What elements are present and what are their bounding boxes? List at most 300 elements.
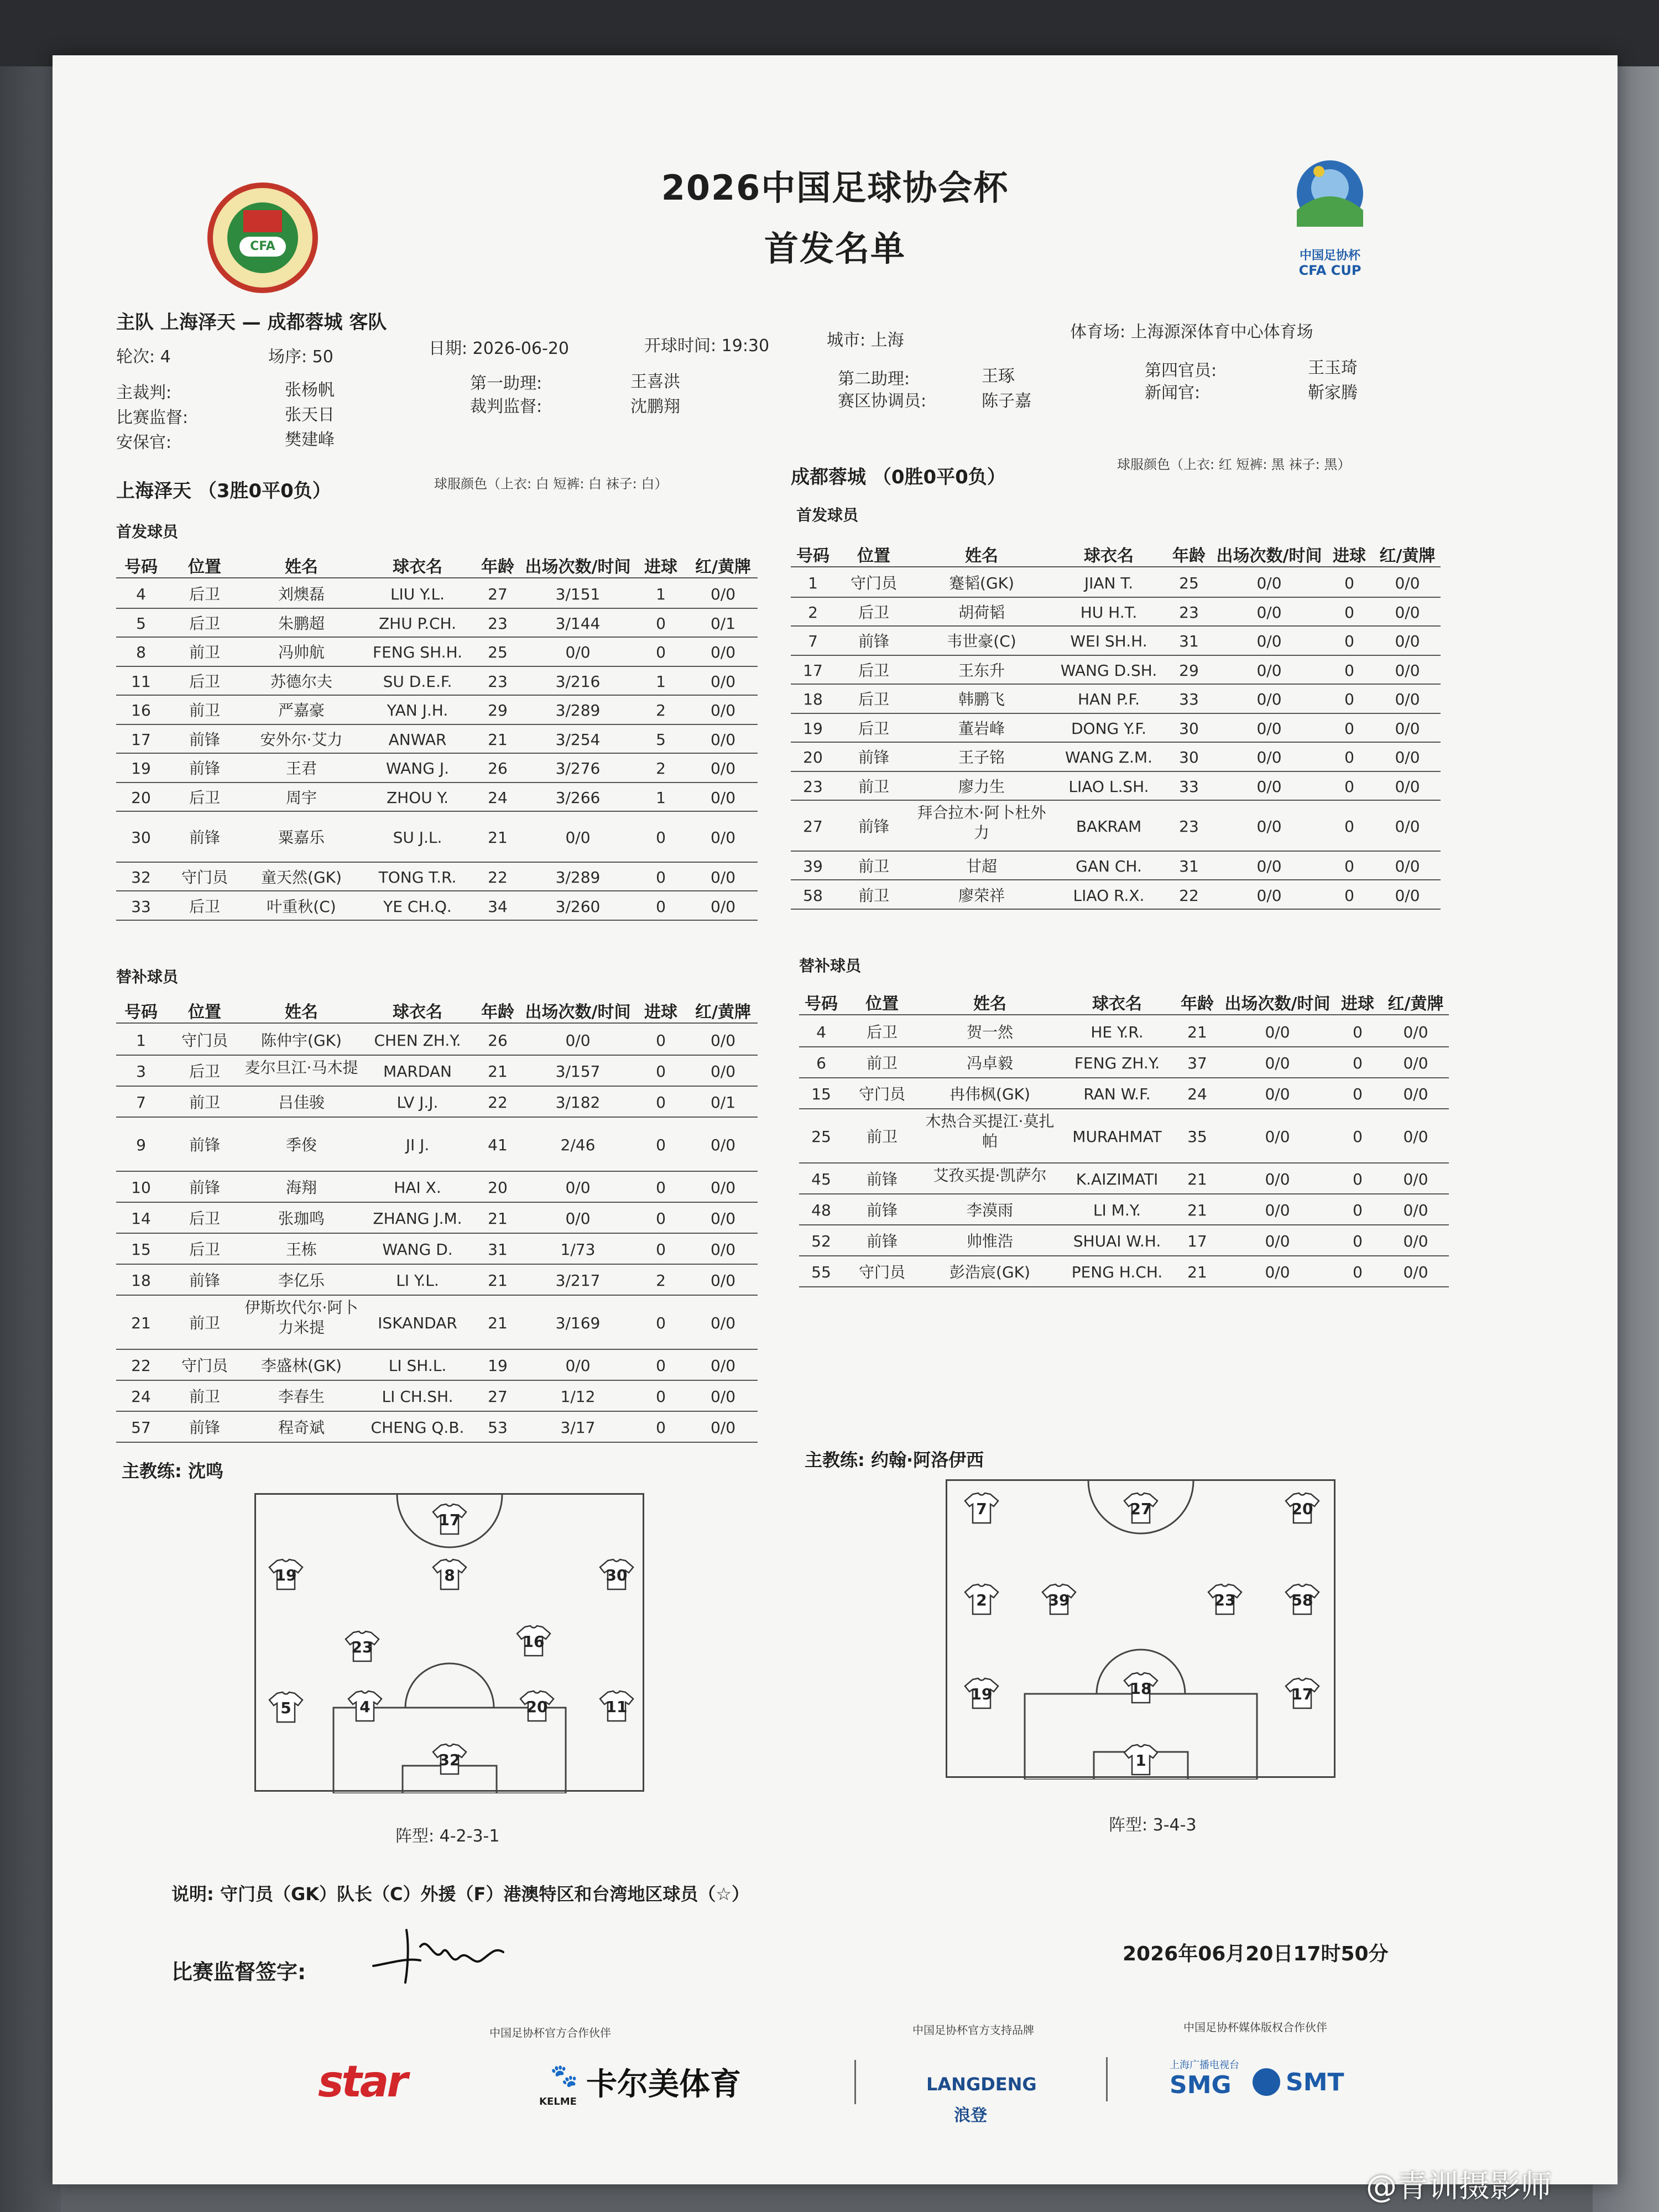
sheet-subtitle: 首发名单 xyxy=(764,228,906,269)
table-cell: 0/0 xyxy=(1403,1232,1428,1250)
table-cell: 麦尔旦江·马木提 xyxy=(244,1058,358,1077)
table-cell: 帅惟浩 xyxy=(966,1232,1013,1250)
column-header: 红/黄牌 xyxy=(695,1003,751,1022)
column-header: 姓名 xyxy=(285,1003,318,1022)
column-header: 位置 xyxy=(865,994,899,1014)
table-cell: 守门员 xyxy=(181,868,228,887)
table-cell: HU H.T. xyxy=(1080,603,1138,622)
table-cell: 守门员 xyxy=(181,1031,228,1050)
shirt-number: 18 xyxy=(1130,1679,1152,1698)
table-cell: 2 xyxy=(656,759,666,778)
official-label: 比赛监督: xyxy=(116,408,189,427)
table-cell: 39 xyxy=(803,857,823,876)
table-cell: 53 xyxy=(488,1418,508,1437)
column-header: 出场次数/时间 xyxy=(525,557,631,577)
table-cell: 0 xyxy=(656,1209,666,1228)
cfa-logo xyxy=(207,182,318,293)
column-header: 年龄 xyxy=(1181,994,1214,1014)
column-header: 号码 xyxy=(124,557,158,577)
shirt-icon xyxy=(1285,1492,1320,1524)
row-divider xyxy=(799,1286,1449,1287)
match-number: 场序: 50 xyxy=(268,347,333,367)
table-cell: 2 xyxy=(656,1271,666,1290)
column-header: 位置 xyxy=(857,546,890,566)
table-cell: ZHOU Y. xyxy=(387,788,448,807)
table-cell: 后卫 xyxy=(189,1062,220,1081)
table-cell: 24 xyxy=(131,1387,151,1406)
table-cell: 0 xyxy=(656,828,666,847)
kelme-en: KELME xyxy=(539,2096,577,2107)
shirt-number: 11 xyxy=(606,1698,628,1716)
column-header: 进球 xyxy=(644,1003,677,1022)
column-header: 红/黄牌 xyxy=(1387,994,1444,1014)
table-cell: 前卫 xyxy=(189,701,220,720)
table-cell: 0 xyxy=(1344,574,1354,593)
table-cell: 27 xyxy=(488,1387,508,1406)
table-cell: 0/0 xyxy=(1256,603,1282,622)
table-cell: 21 xyxy=(1187,1201,1207,1219)
table-cell: 0/0 xyxy=(1256,886,1282,905)
cfa-cup-logo xyxy=(1280,149,1380,293)
table-cell: 0/0 xyxy=(1265,1263,1290,1281)
home-coach: 主教练: 沈鸣 xyxy=(122,1460,223,1481)
table-cell: PENG H.CH. xyxy=(1071,1263,1163,1281)
table-cell: WANG D.SH. xyxy=(1060,661,1157,680)
table-cell: 前锋 xyxy=(189,1271,220,1290)
table-cell: 35 xyxy=(1187,1128,1207,1146)
table-cell: 前锋 xyxy=(189,759,220,778)
home-kit-colors: 球服颜色（上衣: 白 短裤: 白 袜子: 白） xyxy=(434,476,668,492)
table-cell: 0 xyxy=(1353,1023,1363,1041)
table-cell: 0/0 xyxy=(1403,1263,1428,1281)
table-cell: FENG SH.H. xyxy=(372,643,463,662)
row-divider xyxy=(116,1380,758,1381)
table-cell: 守门员 xyxy=(850,574,897,593)
table-cell: 后卫 xyxy=(858,719,889,738)
row-divider xyxy=(116,1202,758,1203)
table-cell: 守门员 xyxy=(858,1263,905,1281)
table-cell: 0/0 xyxy=(710,1314,736,1332)
table-cell: 前卫 xyxy=(189,1387,220,1406)
table-cell: 前锋 xyxy=(858,632,889,651)
shirt-number: 20 xyxy=(526,1698,548,1716)
column-header: 号码 xyxy=(805,994,838,1014)
table-cell: 24 xyxy=(488,788,508,807)
table-cell: 拜合拉木·阿卜杜外力 xyxy=(917,804,1046,842)
table-cell: 4 xyxy=(136,585,146,604)
table-cell: 前卫 xyxy=(189,1093,220,1112)
table-cell: 胡荷韬 xyxy=(958,603,1005,622)
column-header: 红/黄牌 xyxy=(1379,546,1436,566)
table-cell: 22 xyxy=(488,1093,508,1112)
table-cell: LIU Y.L. xyxy=(390,585,445,604)
table-cell: 24 xyxy=(1187,1085,1207,1103)
table-cell: 3/217 xyxy=(555,1271,601,1290)
table-cell: 海翔 xyxy=(285,1178,317,1197)
table-cell: 李亿乐 xyxy=(278,1271,325,1290)
partner-media-label: 中国足协杯媒体版权合作伙伴 xyxy=(1183,2021,1327,2034)
table-cell: 0/0 xyxy=(1395,748,1420,767)
lineup-sheet xyxy=(53,55,1618,2184)
shirt-icon xyxy=(347,1690,383,1722)
table-cell: 张珈鸣 xyxy=(278,1209,325,1228)
table-cell: 0/0 xyxy=(1395,603,1420,622)
table-cell: 前锋 xyxy=(866,1232,898,1250)
table-cell: 19 xyxy=(803,719,823,738)
column-header: 球衣名 xyxy=(1084,546,1134,566)
table-cell: 守门员 xyxy=(181,1357,228,1375)
table-cell: 21 xyxy=(1187,1023,1207,1041)
shirt-icon xyxy=(964,1492,999,1524)
table-cell: LV J.J. xyxy=(397,1093,439,1112)
table-cell: 0/0 xyxy=(710,730,736,749)
official-label: 第四官员: xyxy=(1145,361,1217,380)
shirt-number: 1 xyxy=(1135,1751,1146,1770)
table-cell: 后卫 xyxy=(189,897,220,916)
cup-emblem-icon xyxy=(1280,149,1380,249)
table-cell: 0 xyxy=(1344,817,1354,836)
table-cell: 前锋 xyxy=(189,1136,220,1154)
table-cell: 0/0 xyxy=(565,1178,591,1197)
table-cell: 33 xyxy=(1179,690,1199,709)
table-cell: YE CH.Q. xyxy=(383,897,452,916)
table-cell: 6 xyxy=(816,1054,826,1072)
table-cell: 0/0 xyxy=(1403,1054,1428,1072)
table-cell: 0 xyxy=(1344,719,1354,738)
table-cell: 0/0 xyxy=(1395,632,1420,651)
row-divider xyxy=(791,566,1441,567)
table-cell: 廖荣祥 xyxy=(958,886,1005,905)
row-divider xyxy=(791,655,1441,656)
table-cell: 30 xyxy=(1179,748,1199,767)
table-cell: 0 xyxy=(656,1240,666,1259)
table-cell: ZHU P.CH. xyxy=(378,614,457,633)
table-cell: 0 xyxy=(1344,632,1354,651)
table-cell: WEI SH.H. xyxy=(1070,632,1147,651)
table-cell: 23 xyxy=(488,672,508,691)
table-cell: 0 xyxy=(656,1136,666,1154)
table-cell: 0/0 xyxy=(1403,1023,1428,1041)
table-cell: 0/0 xyxy=(710,1209,736,1228)
table-cell: 0/0 xyxy=(710,868,736,887)
table-cell: 0/0 xyxy=(565,1031,591,1050)
away-kit-colors: 球服颜色（上衣: 红 短裤: 黑 袜子: 黑） xyxy=(1117,457,1351,472)
table-cell: 45 xyxy=(811,1170,831,1188)
table-cell: 0/0 xyxy=(1403,1085,1428,1103)
row-divider xyxy=(116,1022,758,1024)
column-header: 号码 xyxy=(124,1003,158,1022)
table-cell: 0/0 xyxy=(710,701,736,720)
column-header: 位置 xyxy=(188,1003,221,1022)
table-cell: 3/182 xyxy=(555,1093,601,1112)
table-cell: 1 xyxy=(808,574,818,593)
table-cell: 23 xyxy=(803,777,823,796)
table-cell: 陈仲宇(GK) xyxy=(261,1031,342,1050)
table-cell: 后卫 xyxy=(189,1209,220,1228)
shirt-icon xyxy=(1123,1672,1159,1704)
table-cell: 3/289 xyxy=(555,701,601,720)
table-cell: 后卫 xyxy=(866,1023,898,1041)
table-cell: 蹇韬(GK) xyxy=(949,574,1014,593)
table-cell: LIAO L.SH. xyxy=(1068,777,1149,796)
table-cell: 25 xyxy=(1179,574,1199,593)
table-cell: 0 xyxy=(656,1031,666,1050)
table-cell: 30 xyxy=(1179,719,1199,738)
table-cell: 31 xyxy=(1179,632,1199,651)
table-cell: 21 xyxy=(131,1314,151,1332)
table-cell: RAN W.F. xyxy=(1083,1085,1151,1103)
shirt-icon xyxy=(964,1677,999,1709)
away-coach: 主教练: 约翰·阿洛伊西 xyxy=(805,1449,984,1470)
shirt-icon xyxy=(519,1690,555,1722)
table-cell: 3/216 xyxy=(555,672,601,691)
table-cell: HAI X. xyxy=(394,1178,441,1197)
table-cell: 0/0 xyxy=(710,1357,736,1375)
home-subs-title: 替补球员 xyxy=(116,968,179,986)
table-cell: 21 xyxy=(1187,1263,1207,1281)
table-cell: 23 xyxy=(1179,817,1199,836)
table-cell: 0 xyxy=(1353,1128,1363,1146)
table-cell: 2 xyxy=(808,603,818,622)
table-cell: 0 xyxy=(656,643,666,662)
shirt-number: 16 xyxy=(523,1632,545,1651)
shirt-number: 4 xyxy=(359,1698,371,1716)
table-cell: 王东升 xyxy=(958,661,1005,680)
table-cell: 韦世豪(C) xyxy=(947,632,1016,651)
away-starters-title: 首发球员 xyxy=(796,506,859,524)
langdeng-cn: 浪登 xyxy=(954,2106,987,2125)
shirt-icon xyxy=(599,1558,634,1590)
table-cell: WANG D. xyxy=(382,1240,453,1259)
shirt-icon xyxy=(432,1743,467,1775)
table-cell: 0/0 xyxy=(565,643,591,662)
row-divider xyxy=(116,1264,758,1265)
table-cell: 27 xyxy=(803,817,823,836)
official-name: 张天日 xyxy=(285,405,335,425)
table-cell: 后卫 xyxy=(858,603,889,622)
shirt-number: 32 xyxy=(439,1751,461,1769)
row-divider xyxy=(116,1411,758,1412)
column-header: 姓名 xyxy=(965,546,998,566)
row-divider xyxy=(799,1077,1449,1078)
table-cell: 0/0 xyxy=(1265,1128,1290,1146)
table-cell: 0/0 xyxy=(710,1418,736,1437)
star-sponsor-logo: star xyxy=(318,2057,406,2107)
table-cell: 0 xyxy=(1344,661,1354,680)
table-cell: 3/17 xyxy=(560,1418,596,1437)
row-divider xyxy=(799,1224,1449,1225)
background-left xyxy=(0,66,61,2212)
table-cell: 0 xyxy=(1353,1054,1363,1072)
shirt-number: 23 xyxy=(1214,1591,1236,1609)
table-cell: 前卫 xyxy=(189,643,220,662)
official-label: 赛区协调员: xyxy=(838,392,927,411)
shirt-icon xyxy=(964,1583,999,1615)
table-cell: 0/0 xyxy=(710,897,736,916)
table-cell: 0 xyxy=(656,1093,666,1112)
table-cell: 朱鹏超 xyxy=(278,614,325,633)
table-cell: JIAN T. xyxy=(1084,574,1134,593)
table-cell: 3/254 xyxy=(555,730,601,749)
away-subs-title: 替补球员 xyxy=(799,957,862,975)
kelme-sponsor-logo: 卡尔美体育 xyxy=(586,2067,741,2103)
table-cell: 后卫 xyxy=(858,661,889,680)
official-name: 王琢 xyxy=(982,367,1015,386)
table-cell: 0/0 xyxy=(710,1031,736,1050)
table-cell: 0 xyxy=(1344,886,1354,905)
row-divider xyxy=(799,1108,1449,1109)
table-cell: 0/0 xyxy=(710,759,736,778)
shirt-number: 27 xyxy=(1130,1500,1152,1518)
legend-note: 说明: 守门员（GK）队长（C）外援（F）港澳特区和台湾地区球员（☆） xyxy=(171,1884,750,1905)
table-cell: 3/151 xyxy=(555,585,601,604)
table-cell: WANG Z.M. xyxy=(1065,748,1152,767)
table-cell: 19 xyxy=(488,1357,508,1375)
table-cell: 0/0 xyxy=(1395,661,1420,680)
row-divider xyxy=(116,637,758,638)
column-header: 球衣名 xyxy=(393,1003,442,1022)
table-cell: 董岩峰 xyxy=(958,719,1005,738)
official-name: 陈子嘉 xyxy=(982,392,1031,411)
table-cell: 0 xyxy=(1344,690,1354,709)
table-cell: 3/266 xyxy=(555,788,601,807)
table-cell: 0/1 xyxy=(710,1093,736,1112)
table-cell: 58 xyxy=(803,886,823,905)
table-cell: 0/0 xyxy=(710,643,736,662)
home-starters-title: 首发球员 xyxy=(116,523,179,541)
table-cell: 安外尔·艾力 xyxy=(260,730,343,749)
shirt-number: 39 xyxy=(1048,1591,1070,1609)
column-header: 年龄 xyxy=(1172,546,1206,566)
table-cell: 0/0 xyxy=(1265,1170,1290,1188)
table-cell: 0 xyxy=(656,1387,666,1406)
row-divider xyxy=(116,862,758,863)
langdeng-en: LANGDENG xyxy=(926,2074,1037,2095)
row-divider xyxy=(116,920,758,921)
table-cell: 伊斯坎代尔·阿卜力米提 xyxy=(244,1298,358,1337)
table-cell: 0 xyxy=(1344,857,1354,876)
table-cell: 前锋 xyxy=(189,1418,220,1437)
table-cell: LIAO R.X. xyxy=(1073,886,1145,905)
shirt-icon xyxy=(1041,1583,1077,1615)
column-header: 年龄 xyxy=(481,557,514,577)
smg-logo: SMG xyxy=(1170,2071,1232,2099)
official-label: 新闻官: xyxy=(1145,383,1201,403)
table-cell: 0 xyxy=(656,1314,666,1332)
table-cell: 23 xyxy=(1179,603,1199,622)
table-cell: 21 xyxy=(488,1271,508,1290)
table-cell: 3/289 xyxy=(555,868,601,887)
official-label: 安保官: xyxy=(116,433,172,452)
shirt-number: 23 xyxy=(351,1638,373,1656)
official-name: 靳家腾 xyxy=(1308,383,1358,403)
table-cell: 1 xyxy=(136,1031,146,1050)
table-cell: 0/0 xyxy=(710,1178,736,1197)
shirt-icon xyxy=(432,1558,467,1590)
column-header: 球衣名 xyxy=(393,557,442,577)
shirt-icon xyxy=(599,1690,634,1722)
table-cell: 周宇 xyxy=(285,788,317,807)
table-cell: 前卫 xyxy=(866,1054,898,1072)
row-divider xyxy=(791,625,1441,627)
shirt-icon xyxy=(268,1691,304,1723)
table-cell: 0/0 xyxy=(1256,690,1282,709)
table-cell: 王栋 xyxy=(285,1240,317,1259)
table-cell: LI M.Y. xyxy=(1093,1201,1141,1219)
table-cell: 王君 xyxy=(285,759,317,778)
table-cell: 0/0 xyxy=(710,1271,736,1290)
shirt-icon xyxy=(1123,1492,1159,1524)
table-cell: 王子铭 xyxy=(958,748,1005,767)
table-cell: 17 xyxy=(803,661,823,680)
shirt-icon xyxy=(345,1630,380,1662)
official-label: 主裁判: xyxy=(116,383,172,403)
table-cell: 后卫 xyxy=(858,690,889,709)
table-cell: 前卫 xyxy=(858,886,889,905)
table-cell: 1/73 xyxy=(560,1240,596,1259)
table-cell: 0 xyxy=(656,1418,666,1437)
table-cell: CHENG Q.B. xyxy=(371,1418,465,1437)
table-cell: 21 xyxy=(488,828,508,847)
column-header: 出场次数/时间 xyxy=(1216,546,1322,566)
column-header: 位置 xyxy=(188,557,221,577)
table-cell: 30 xyxy=(131,828,151,847)
supervisor-signature xyxy=(368,1913,512,1991)
table-cell: 15 xyxy=(131,1240,151,1259)
row-divider xyxy=(791,909,1441,910)
table-cell: 22 xyxy=(131,1357,151,1375)
table-cell: BAKRAM xyxy=(1076,817,1142,836)
table-cell: JI J. xyxy=(405,1136,430,1154)
table-cell: 0/0 xyxy=(1256,857,1282,876)
signature-label: 比赛监督签字: xyxy=(171,1960,306,1984)
row-divider xyxy=(791,742,1441,743)
table-cell: 前锋 xyxy=(189,828,220,847)
column-header: 年龄 xyxy=(481,1003,514,1022)
row-divider xyxy=(791,800,1441,801)
table-cell: 1 xyxy=(656,585,666,604)
table-cell: 0/0 xyxy=(710,585,736,604)
table-cell: 25 xyxy=(811,1128,831,1146)
table-cell: 0/0 xyxy=(1395,857,1420,876)
home-formation-pitch xyxy=(254,1493,644,1792)
official-name: 王喜洪 xyxy=(630,372,680,392)
table-cell: 前卫 xyxy=(189,1314,220,1332)
column-header: 姓名 xyxy=(973,994,1006,1014)
column-header: 球衣名 xyxy=(1092,994,1142,1014)
table-cell: SHUAI W.H. xyxy=(1073,1232,1161,1250)
row-divider xyxy=(116,608,758,609)
table-cell: 4 xyxy=(816,1023,826,1041)
shirt-icon xyxy=(1207,1583,1243,1615)
table-cell: 后卫 xyxy=(189,672,220,691)
table-cell: ISKANDAR xyxy=(378,1314,457,1332)
table-cell: 0/0 xyxy=(710,1387,736,1406)
table-cell: 0/0 xyxy=(710,1240,736,1259)
row-divider xyxy=(116,890,758,891)
table-cell: 前锋 xyxy=(189,1178,220,1197)
shirt-number: 2 xyxy=(976,1591,987,1609)
table-cell: 李漠雨 xyxy=(966,1201,1013,1219)
table-cell: 31 xyxy=(1179,857,1199,876)
shirt-icon xyxy=(516,1625,551,1657)
table-cell: 0/0 xyxy=(1403,1170,1428,1188)
sign-datetime: 2026年06月20日17时50分 xyxy=(1123,1943,1389,1965)
partner-support-label: 中国足协杯官方支持品牌 xyxy=(912,2023,1034,2037)
table-cell: 1/12 xyxy=(560,1387,596,1406)
table-cell: 55 xyxy=(811,1263,831,1281)
table-cell: 粟嘉乐 xyxy=(278,828,325,847)
